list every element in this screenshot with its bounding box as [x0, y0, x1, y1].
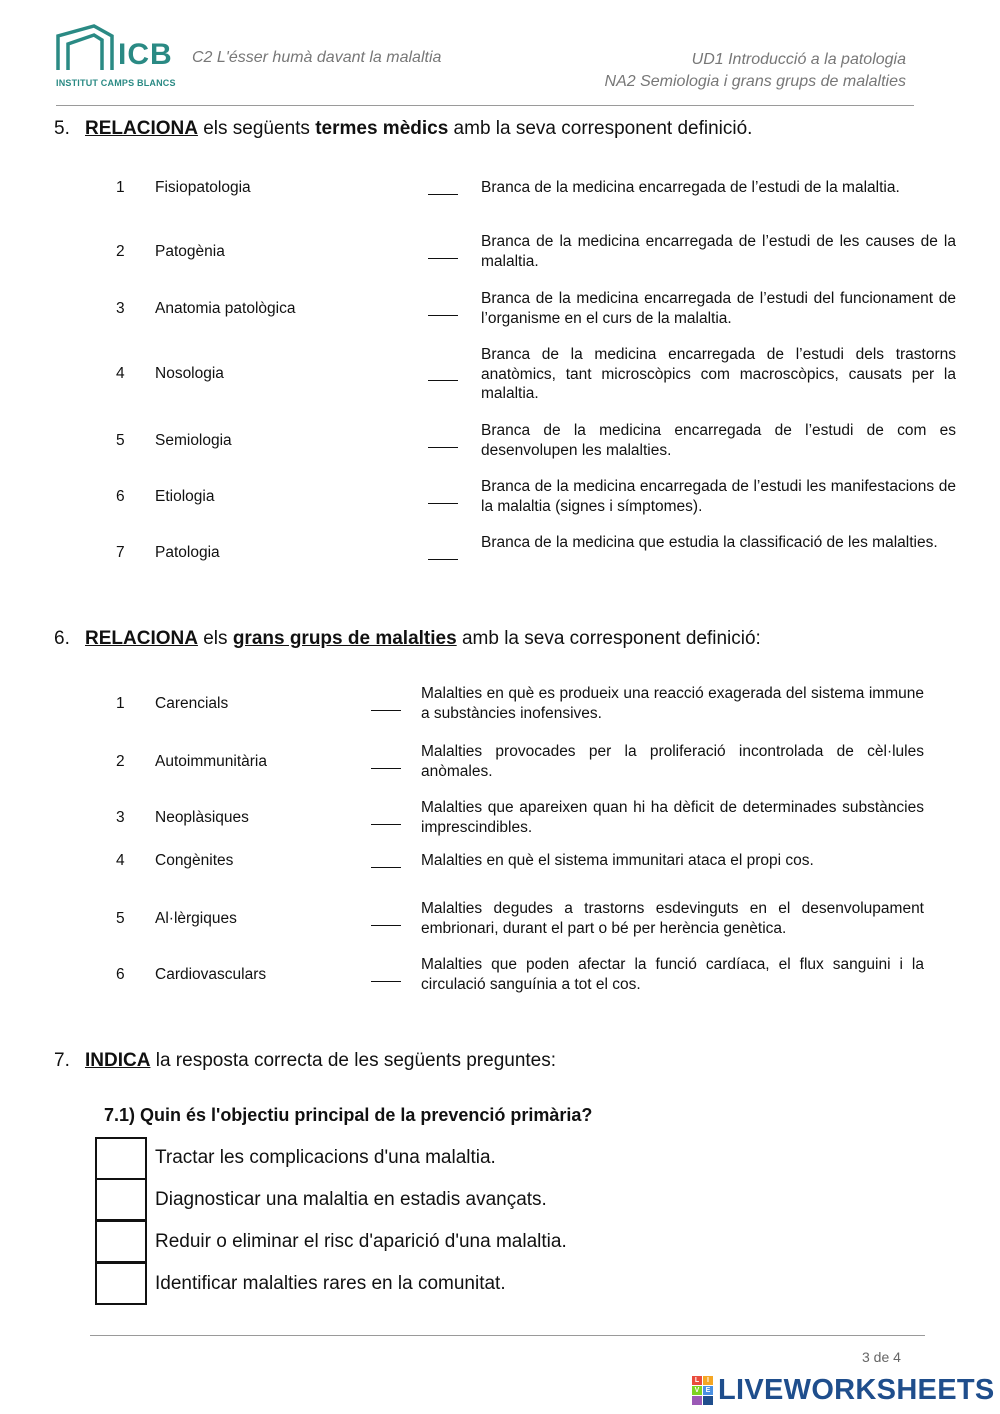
term-number: 6 [116, 965, 125, 983]
term-label: Carencials [155, 694, 229, 712]
subunit-title: NA2 Semiologia i grans grups de malalties [604, 73, 906, 90]
question-bold: termes mèdics [315, 118, 449, 139]
term-number: 1 [116, 178, 125, 196]
answer-option-4: Identificar malalties rares en la comunitat. [155, 1273, 506, 1294]
liveworksheets-brand [692, 1372, 995, 1408]
question-7-1: 7.1) Quin és l'objectiu principal de la prevenció primària? [104, 1105, 593, 1125]
answer-blank[interactable] [428, 258, 458, 259]
answer-blank[interactable] [428, 315, 458, 316]
question-verb: RELACIONA [85, 118, 198, 139]
course-title: C2 L'ésser humà davant la malaltia [192, 49, 442, 66]
question-text: els següents [197, 118, 316, 139]
answer-blank[interactable] [371, 768, 401, 769]
unit-titles [605, 49, 906, 93]
term-number: 3 [116, 808, 125, 826]
logo-subtitle: INSTITUT CAMPS BLANCS [56, 78, 176, 88]
definition-text: Branca de la medicina encarregada de l’estudi de com es desenvolupen les malalties. [481, 422, 956, 459]
term-number: 6 [116, 487, 125, 505]
term-number: 2 [116, 752, 125, 770]
header-divider [56, 105, 914, 106]
question-verb: INDICA [85, 1050, 151, 1071]
answer-blank[interactable] [371, 925, 401, 926]
question-number: 6. [54, 628, 70, 649]
answer-checkbox-4[interactable] [95, 1262, 147, 1305]
question-text: amb la seva corresponent definició. [448, 118, 753, 139]
brand-icon-letter: V [692, 1386, 702, 1395]
answer-blank[interactable] [428, 447, 458, 448]
definition-text: Branca de la medicina encarregada de l’estudi del funcionament de l’organisme en el curs de la malaltia. [481, 290, 956, 327]
answer-blank[interactable] [428, 194, 458, 195]
term-label: Cardiovasculars [155, 965, 267, 983]
brand-icon-letter: I [703, 1376, 713, 1385]
term-label: Anatomia patològica [155, 299, 296, 317]
definition-text: Branca de la medicina encarregada de l’estudi les manifestacions de la malaltia (signes i símptomes). [481, 478, 956, 515]
term-number: 4 [116, 365, 125, 383]
definition-text: Malalties que poden afectar la funció cardíaca, el flux sanguini i la circulació sanguínia a tot el cos. [421, 956, 924, 993]
question-6-heading [54, 628, 761, 650]
answer-blank[interactable] [428, 559, 458, 560]
definition-text: Branca de la medicina encarregada de l’estudi de la malaltia. [481, 179, 900, 196]
logo-text: ICB [118, 38, 173, 71]
term-label: Neoplàsiques [155, 808, 249, 826]
definition-text: Branca de la medicina encarregada de l’estudi de les causes de la malaltia. [481, 233, 956, 270]
term-label: Al·lèrgiques [155, 909, 237, 927]
question-text: amb la seva corresponent definició: [456, 628, 761, 649]
term-number: 5 [116, 431, 125, 449]
definition-text: Branca de la medicina que estudia la classificació de les malalties. [481, 534, 938, 551]
unit-title: UD1 Introducció a la patologia [691, 51, 906, 68]
term-label: Congènites [155, 851, 234, 869]
term-label: Semiologia [155, 431, 232, 449]
term-number: 5 [116, 909, 125, 927]
definition-text: Malalties provocades per la proliferació incontrolada de cèl·lules anòmales. [421, 743, 924, 780]
brand-icon-letter: E [703, 1386, 713, 1395]
term-label: Nosologia [155, 365, 224, 383]
definition-text: Branca de la medicina encarregada de l’estudi dels trastorns anatòmics, tant microscòpics com macroscòpics, causats per la malaltia. [481, 346, 956, 402]
answer-blank[interactable] [428, 503, 458, 504]
answer-option-1: Tractar les complicacions d'una malaltia. [155, 1147, 496, 1168]
question-number: 7. [54, 1050, 70, 1071]
question-text: la resposta correcta de les següents preguntes: [150, 1050, 557, 1071]
term-label: Autoimmunitària [155, 752, 267, 770]
answer-blank[interactable] [371, 824, 401, 825]
answer-checkbox-2[interactable] [95, 1178, 147, 1221]
question-verb: RELACIONA [85, 628, 198, 649]
term-label: Etiologia [155, 487, 215, 505]
question-number: 5. [54, 118, 70, 139]
term-number: 1 [116, 694, 125, 712]
answer-blank[interactable] [371, 867, 401, 868]
definition-text: Malalties degudes a trastorns esdevinguts en el desenvolupament embrionari, durant el part o bé per herència genètica. [421, 900, 924, 937]
question-text: els [197, 628, 233, 649]
definition-text: Malalties en què es produeix una reacció exagerada del sistema immune a substàncies inofensives. [421, 685, 924, 722]
term-label: Fisiopatologia [155, 178, 251, 196]
answer-checkbox-1[interactable] [95, 1137, 147, 1180]
page-number: 3 de 4 [862, 1349, 901, 1365]
brand-icon-letter: L [692, 1376, 702, 1385]
liveworksheets-wordmark: LIVEWORKSHEETS [718, 1373, 995, 1406]
answer-option-3: Reduir o eliminar el risc d'aparició d'una malaltia. [155, 1231, 567, 1252]
liveworksheets-icon [692, 1376, 714, 1404]
answer-blank[interactable] [371, 981, 401, 982]
answer-blank[interactable] [428, 380, 458, 381]
definition-text: Malalties que apareixen quan hi ha dèficit de determinades substàncies imprescindibles. [421, 799, 924, 836]
definition-text: Malalties en què el sistema immunitari ataca el propi cos. [421, 852, 814, 869]
footer-divider [90, 1335, 925, 1336]
answer-blank[interactable] [371, 710, 401, 711]
answer-checkbox-3[interactable] [95, 1220, 147, 1263]
term-number: 7 [116, 543, 125, 561]
brand-icon-block [703, 1396, 713, 1405]
answer-option-2: Diagnosticar una malaltia en estadis avançats. [155, 1189, 547, 1210]
term-label: Patogènia [155, 242, 225, 260]
term-number: 4 [116, 851, 125, 869]
question-7-heading [54, 1050, 556, 1072]
term-number: 3 [116, 299, 125, 317]
term-number: 2 [116, 242, 125, 260]
question-5-heading [54, 118, 752, 140]
question-bold: grans grups de malalties [232, 628, 457, 649]
brand-icon-block [692, 1396, 702, 1405]
term-label: Patologia [155, 543, 220, 561]
